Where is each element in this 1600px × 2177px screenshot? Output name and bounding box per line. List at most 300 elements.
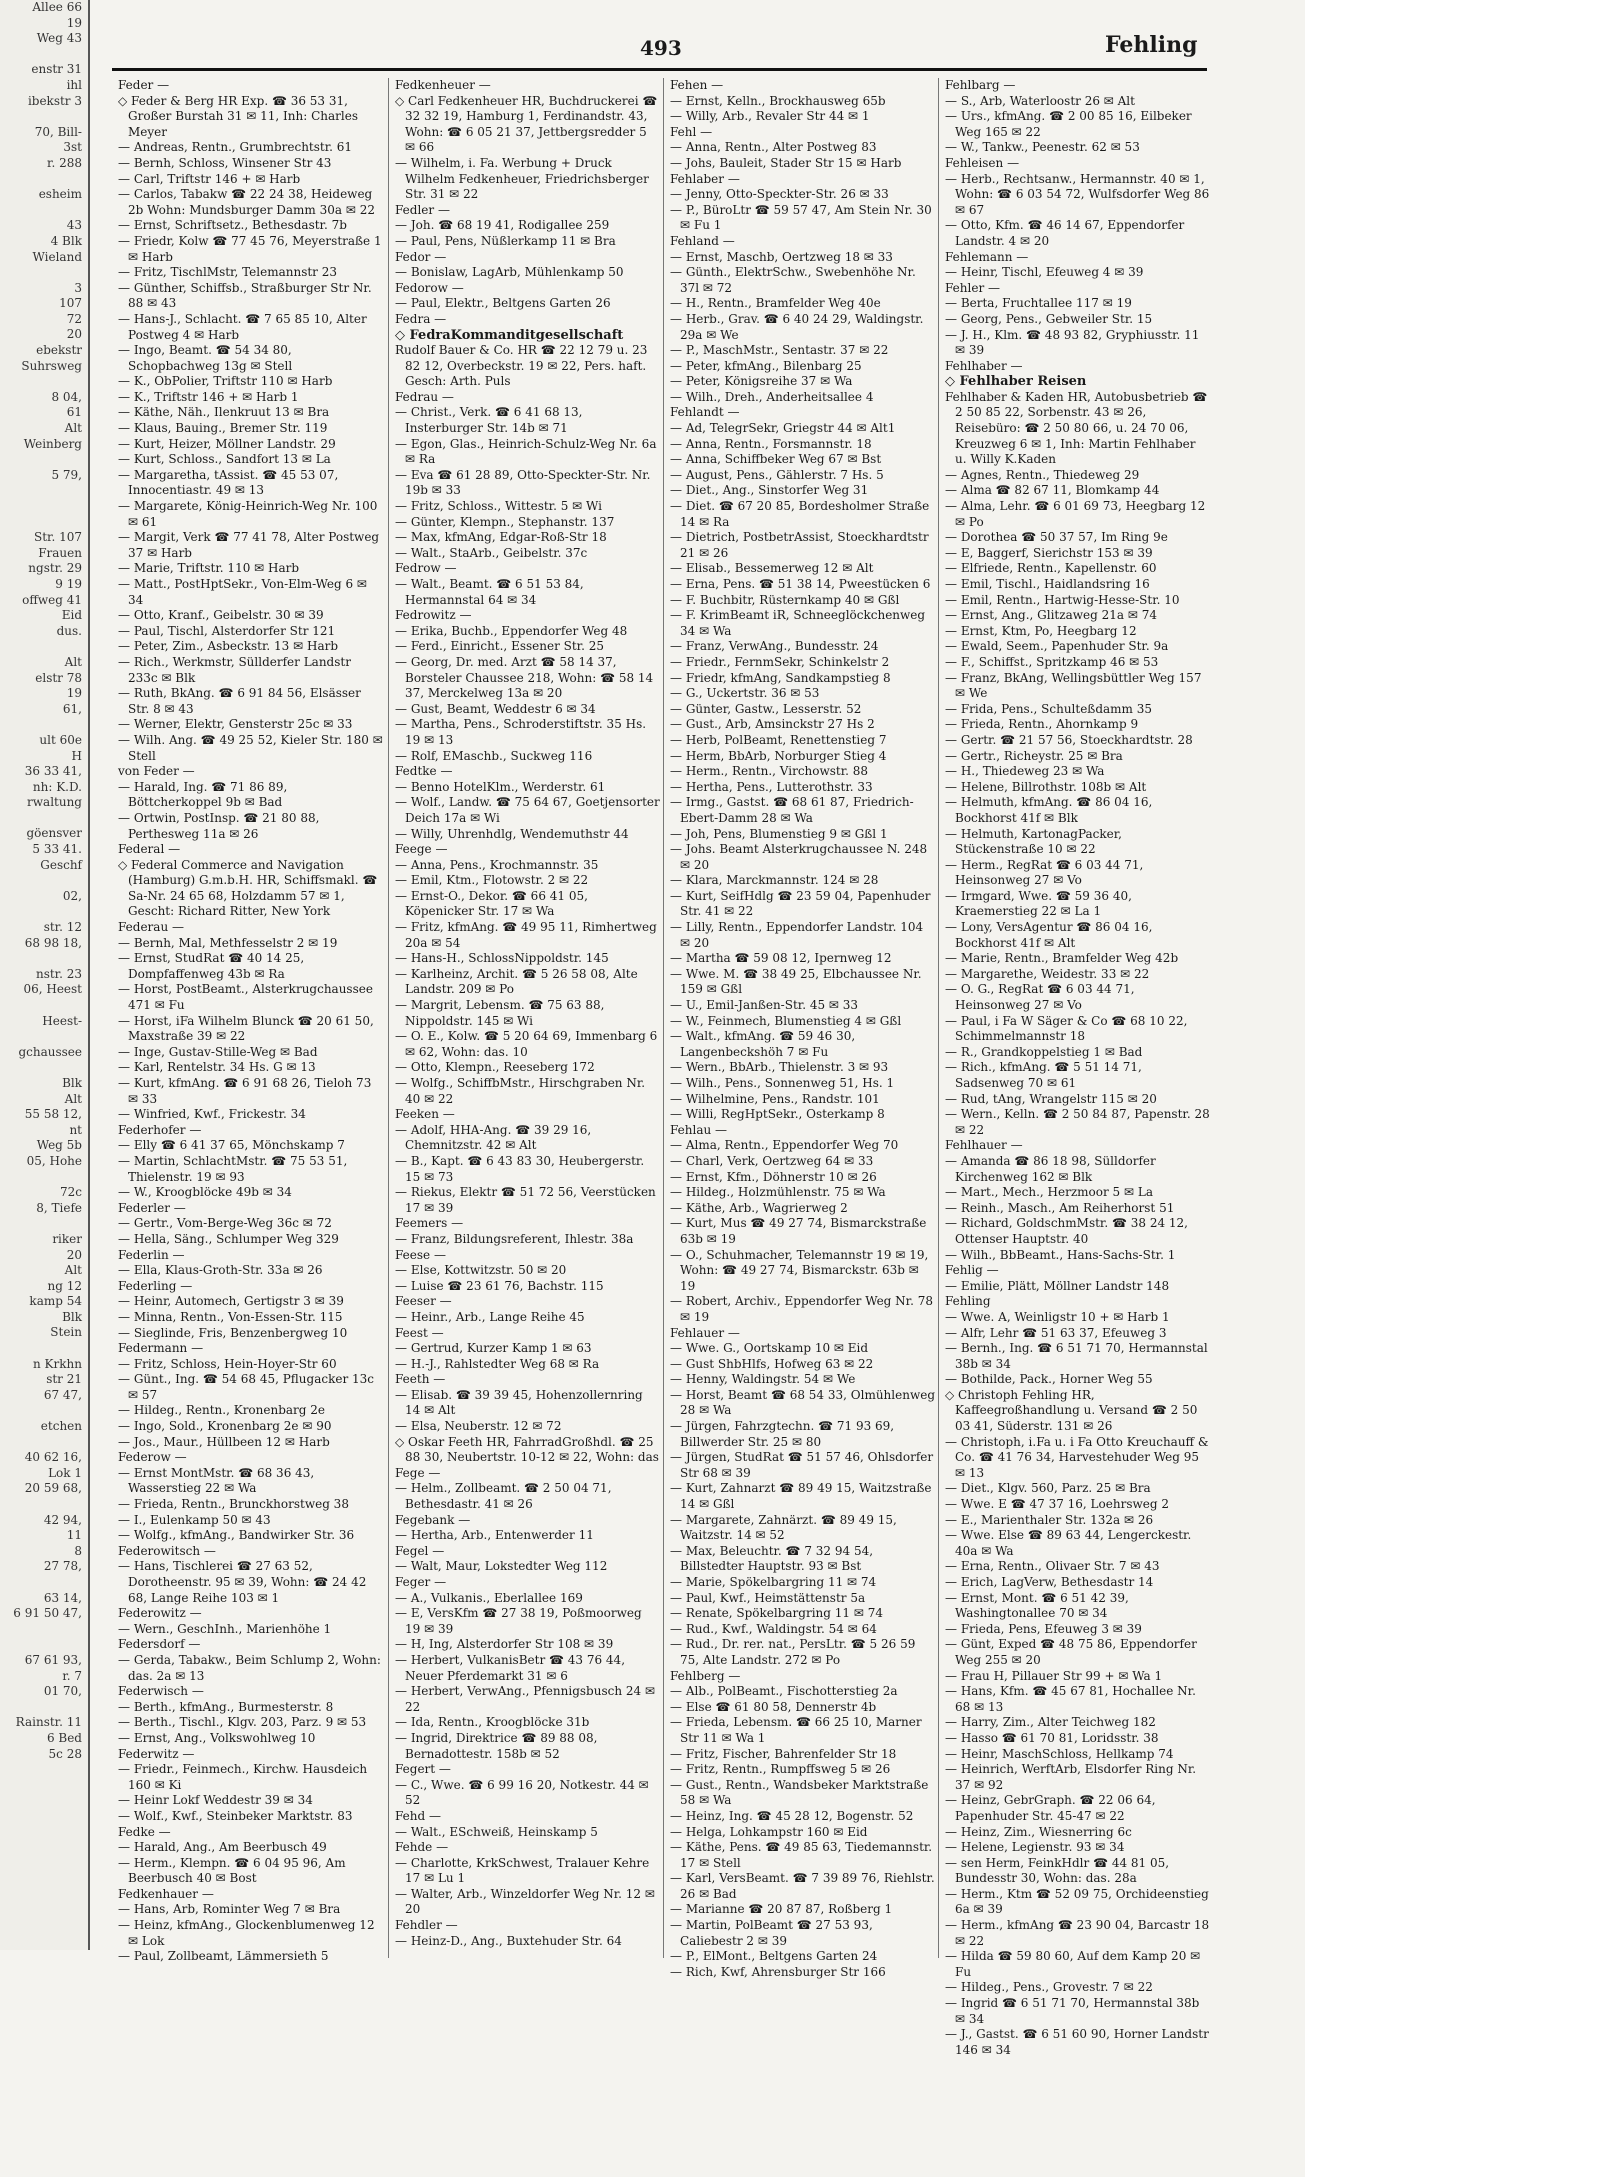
edge-fragment: 61, [62,701,82,716]
directory-entry: — Bothilde, Pack., Horner Weg 55 [945,1372,1153,1387]
directory-entry: — Willy, Uhrenhdlg, Wendemuthstr 44 [395,826,629,841]
directory-entry: — Dorothea ☎ 50 37 57, Im Ring 9e [945,530,1168,545]
directory-entry: — Christoph, i.Fa u. i Fa Otto Kreuchauff & Co. ☎ 41 76 34, Harvestehuder Weg 95 ✉ 13 [945,1434,1209,1480]
directory-entry: — Hans, Arb, Rominter Weg 7 ✉ Bra [118,1902,341,1917]
directory-entry: — Martha ☎ 59 08 12, Ipernweg 12 [670,951,892,966]
directory-entry: — I., Eulenkamp 50 ✉ 43 [118,1512,271,1527]
directory-entry: — Ernst, Ang., Glitzaweg 21a ✉ 74 [945,608,1157,623]
directory-entry: — Rud, tAng, Wrangelstr 115 ✉ 20 [945,1091,1157,1106]
directory-entry: — Harald, Ing. ☎ 71 86 89, Böttcherkoppel 9b ✉ Bad [118,779,288,810]
directory-entry: — Frieda, Pens, Efeuweg 3 ✉ 39 [945,1621,1142,1636]
edge-fragment: Alt [64,1263,82,1278]
directory-entry: — Hertha, Pens., Lutterothstr. 33 [670,779,873,794]
directory-entry: — Horst, PostBeamt., Alsterkrugchaussee 471 ✉ Fu [118,982,373,1013]
edge-fragment [0,499,88,515]
edge-fragment: Blk [62,1075,82,1090]
edge-fragment: Geschf [40,857,82,872]
edge-fragment: str. 12 [43,920,82,935]
directory-entry: — W., Tankw., Peenestr. 62 ✉ 53 [945,140,1140,155]
directory-entry: — Ernst-O., Dekor. ☎ 66 41 05, Köpenicker Str. 17 ✉ Wa [395,888,588,919]
directory-entry: — Herb., Grav. ☎ 6 40 24 29, Waldingstr. 29a ✉ We [670,311,924,342]
directory-entry: — Harald, Ang., Am Beerbusch 49 [118,1840,327,1855]
edge-fragment [0,1497,88,1513]
directory-entry: — Henny, Waldingstr. 54 ✉ We [670,1372,856,1387]
directory-entry: — Urs., kfmAng. ☎ 2 00 85 16, Eilbeker Weg 165 ✉ 22 [945,109,1192,139]
directory-entry: — Franz, VerwAng., Bundesstr. 24 [670,639,879,654]
directory-entry: — Gertr., Vom-Berge-Weg 36c ✉ 72 [118,1216,332,1231]
directory-entry: — Dietrich, PostbetrAssist, Stoeckhardtstr 21 ✉ 26 [670,530,929,560]
surname-heading: Fedra — [395,311,447,326]
directory-entry: — Paul, Tischl, Alsterdorfer Str 121 [118,623,336,638]
directory-entry: — Kurt, kfmAng. ☎ 6 91 68 26, Tieloh 73 ✉ 33 [118,1076,372,1106]
header-rule [112,68,1207,71]
edge-fragment: Frauen [38,545,82,560]
edge-fragment [0,904,88,920]
directory-entry: — Ella, Klaus-Groth-Str. 33a ✉ 26 [118,1263,323,1278]
directory-entry: — W., Kroogblöcke 49b ✉ 34 [118,1185,292,1200]
edge-fragment: Lok 1 [48,1465,82,1480]
directory-entry: ◇ Federal Commerce and Navigation (Hamburg) G.m.b.H. HR, Schiffsmakl. ☎ Sa-Nr. 24 65 68, Holzdamm 57 ✉ 1, Gescht: Richard Ritter, New York [118,857,378,919]
directory-entry: — F., Schiffst., Spritzkamp 46 ✉ 53 [945,654,1159,669]
edge-fragment [0,265,88,281]
surname-heading: Fedke — [118,1824,171,1839]
directory-entry: — Ernst, Mont. ☎ 6 51 42 39, Washingtonallee 70 ✉ 34 [945,1590,1129,1621]
directory-entry: — Rich., kfmAng. ☎ 5 51 14 71, Sadsenweg 70 ✉ 61 [945,1060,1142,1090]
directory-entry: — G., Uckertstr. 36 ✉ 53 [670,686,820,701]
directory-entry: — Käthe, Arb., Wagrierweg 2 [670,1200,848,1215]
directory-entry: — Rud., Kwf., Waldingstr. 54 ✉ 64 [670,1621,877,1636]
surname-heading: Fehl — [670,124,713,139]
edge-fragment: 61 [66,405,82,420]
directory-entry: — sen Herm, FeinkHdlr ☎ 44 81 05, Bundesstr 30, Wohn: das. 28a [945,1855,1170,1886]
directory-entry: — Erika, Buchb., Eppendorfer Weg 48 [395,623,628,638]
directory-entry: — Klara, Marckmannstr. 124 ✉ 28 [670,873,879,888]
directory-entry: — Rich, Kwf, Ahrensburger Str 166 [670,1964,886,1979]
directory-entry: — Horst, Beamt ☎ 68 54 33, Olmühlenweg 28 ✉ Wa [670,1387,936,1418]
directory-entry: — Bernh., Ing. ☎ 6 51 71 70, Hermannstal 38b ✉ 34 [945,1341,1208,1371]
directory-entry: — Heinr, Tischl, Efeuweg 4 ✉ 39 [945,265,1144,280]
surname-heading: Federler — [118,1200,186,1215]
edge-fragment: etchen [40,1419,82,1434]
directory-entry: — Helene, Legienstr. 93 ✉ 34 [945,1840,1125,1855]
page-number: 493 [640,36,682,60]
surname-heading: Federwisch — [118,1684,204,1699]
directory-entry: — Frieda, Lebensm. ☎ 66 25 10, Marner Str 11 ✉ Wa 1 [670,1715,922,1745]
edge-fragment: 11 [66,1528,82,1543]
edge-fragment: Blk [62,1309,82,1324]
directory-entry: — U., Emil-Janßen-Str. 45 ✉ 33 [670,998,859,1013]
directory-entry: — Hildeg., Pens., Grovestr. 7 ✉ 22 [945,1980,1153,1995]
directory-entry: — Diet. ☎ 67 20 85, Bordesholmer Straße 14 ✉ Ra [670,499,930,529]
directory-entry: — E, Baggerf, Sierichstr 153 ✉ 39 [945,545,1153,560]
directory-entry: — Ernst, Ang., Volkswohlweg 10 [118,1730,316,1745]
surname-heading: Fedor — [395,249,447,264]
directory-entry: — Ida, Rentn., Kroogblöcke 31b [395,1715,590,1730]
directory-entry: — Margrit, Lebensm. ☎ 75 63 88, Nippoldstr. 145 ✉ Wi [395,998,605,1028]
directory-entry: — Kurt, Mus ☎ 49 27 74, Bismarckstraße 63b ✉ 19 [670,1216,927,1246]
directory-entry: — Rolf, EMaschb., Suckweg 116 [395,748,593,763]
edge-fragment: Weg 5b [36,1138,82,1153]
edge-fragment: 8, Tiefe [36,1200,82,1215]
directory-entry: — Ernst, Kfm., Döhnerstr 10 ✉ 26 [670,1169,877,1184]
edge-fragment: 67 47, [43,1387,82,1402]
directory-entry: — Anna, Schiffbeker Weg 67 ✉ Bst [670,452,882,467]
directory-entry: — Alma, Rentn., Eppendorfer Weg 70 [670,1138,899,1153]
directory-entry: ◇ Oskar Feeth HR, FahrradGroßhdl. ☎ 25 88 30, Neubertstr. 10-12 ✉ 22, Wohn: das [395,1434,659,1465]
edge-fragment: 05, Hohe [26,1153,82,1168]
directory-entry: — Walt, Maur, Lokstedter Weg 112 [395,1559,608,1574]
directory-entry: — Wolf., Kwf., Steinbeker Marktstr. 83 [118,1808,353,1823]
directory-entry: — Alma ☎ 82 67 11, Blomkamp 44 [945,483,1160,498]
surname-heading: Federwitz — [118,1746,195,1761]
edge-fragment [0,483,88,499]
edge-fragment: 20 59 68, [24,1481,82,1496]
directory-entry: — Frieda, Rentn., Ahornkamp 9 [945,717,1139,732]
directory-entry: — Günth., ElektrSchw., Swebenhöhe Nr. 37l ✉ 72 [670,265,916,295]
directory-entry: — J. H., Klm. ☎ 48 93 82, Gryphiusstr. 11 ✉ 39 [945,327,1200,358]
directory-entry: — Winfried, Kwf., Frickestr. 34 [118,1107,306,1122]
surname-heading: Federow — [118,1450,187,1465]
edge-fragment: 4 Blk [50,233,82,248]
directory-entry: — Wilh. Ang. ☎ 49 25 52, Kieler Str. 180 ✉ Stell [118,732,383,763]
directory-entry: — Mart., Mech., Herzmoor 5 ✉ La [945,1185,1153,1200]
directory-entry: — Carl, Triftstr 146 + ✉ Harb [118,171,301,186]
directory-entry: Fehlhaber & Kaden HR, Autobusbetrieb ☎ 2 50 85 22, Sorbenstr. 43 ✉ 26, Reisebüro: ☎ 2 50 80 66, u. 24 70 06, Kreuzweg 6 ✉ 1, Inh: Martin Fehlhaber u. Willy K.Kaden [945,389,1208,467]
directory-entry: — Agnes, Rentn., Thiedeweg 29 [945,467,1140,482]
directory-entry: — Herm., Klempn. ☎ 6 04 95 96, Am Beerbusch 40 ✉ Bost [118,1855,346,1886]
edge-fragment [0,515,88,531]
directory-entry: — Wilh., Dreh., Anderheitsallee 4 [670,389,874,404]
directory-entry: — Ernst, Kelln., Brockhausweg 65b [670,93,886,108]
directory-entry: — Adolf, HHA-Ang. ☎ 39 29 16, Chemnitzstr. 42 ✉ Alt [395,1122,592,1153]
surname-heading: Fehde — [395,1840,449,1855]
directory-entry: — Karlheinz, Archit. ☎ 5 26 58 08, Alte Landstr. 209 ✉ Po [395,966,638,997]
directory-entry: — Elfriede, Rentn., Kapellenstr. 60 [945,561,1157,576]
directory-entry: — Walt., ESchweiß, Heinskamp 5 [395,1824,598,1839]
directory-entry: — Berta, Fruchtallee 117 ✉ 19 [945,296,1132,311]
surname-heading: Federling — [118,1278,193,1293]
directory-entry: — Helmuth, KartonagPacker, Stückenstraße 10 ✉ 22 [945,826,1122,857]
edge-fragment: ihl [66,77,82,92]
edge-fragment: Rainstr. 11 [15,1715,82,1730]
directory-entry: — Eva ☎ 61 28 89, Otto-Speckter-Str. Nr. 19b ✉ 33 [395,467,651,498]
directory-entry: — Emilie, Plätt, Möllner Landstr 148 [945,1278,1170,1293]
edge-fragment [0,1060,88,1076]
surname-heading: Feeth — [395,1372,446,1387]
directory-entry: — Gust ShbHlfs, Hofweg 63 ✉ 22 [670,1356,874,1371]
edge-fragment: ng 12 [47,1278,82,1293]
advertisement-entry: ◇ Fehlhaber Reisen [945,374,1087,390]
directory-entry: — Else ☎ 61 80 58, Dennerstr 4b [670,1699,877,1714]
surname-heading: Feese — [395,1247,446,1262]
edge-fragment: 5c 28 [48,1746,82,1761]
directory-entry: — Otto, Kfm. ☎ 46 14 67, Eppendorfer Landstr. 4 ✉ 20 [945,218,1185,248]
directory-entry: — Ingo, Sold., Kronenbarg 2e ✉ 90 [118,1419,332,1434]
edge-fragment [0,1341,88,1357]
column-2 [395,78,660,1958]
directory-entry: — Georg, Dr. med. Arzt ☎ 58 14 37, Borsteler Chaussee 218, Wohn: ☎ 58 14 37, Merckelweg 13a ✉ 20 [395,654,654,701]
edge-fragment: 43 [66,218,82,233]
edge-fragment [0,639,88,655]
edge-fragment: 42 94, [43,1512,82,1527]
directory-entry: — Herm., Rentn., Virchowstr. 88 [670,764,869,779]
directory-entry: — Else, Kottwitzstr. 50 ✉ 20 [395,1263,567,1278]
edge-fragment: Allee 66 [32,0,82,14]
directory-entry: — Peter, Königsreihe 37 ✉ Wa [670,374,853,389]
surname-heading: Fehd — [395,1808,441,1823]
edge-fragment: 20 [66,1247,82,1262]
directory-entry: — Wilh., Pens., Sonnenweg 51, Hs. 1 [670,1076,895,1090]
edge-fragment: Alt [64,421,82,436]
edge-fragment [0,1403,88,1419]
surname-heading: Fehlauer — [670,1325,740,1340]
directory-entry: — Wolfg., kfmAng., Bandwirker Str. 36 [118,1528,355,1543]
directory-entry: — Hans-H., SchlossNippoldstr. 145 [395,951,609,966]
directory-entry: — B., Kapt. ☎ 6 43 83 30, Heubergerstr. 15 ✉ 73 [395,1153,645,1184]
edge-fragment: Stein [50,1325,82,1340]
edge-fragment [0,1170,88,1186]
directory-entry: — Günter, Gastw., Lesserstr. 52 [670,701,862,716]
directory-entry: — Werner, Elektr, Gensterstr 25c ✉ 33 [118,717,353,732]
directory-entry: — Günther, Schiffsb., Straßburger Str Nr. 88 ✉ 43 [118,280,372,311]
directory-entry: — Fritz, Rentn., Rumpffsweg 5 ✉ 26 [670,1762,891,1777]
edge-fragment: 36 33 41, [24,764,82,779]
directory-entry: — Diet., Klgv. 560, Parz. 25 ✉ Bra [945,1481,1151,1496]
directory-entry: — Franz, BkAng, Wellingsbüttler Weg 157 ✉ We [945,670,1202,701]
edge-fragment: Str. 107 [34,530,82,545]
directory-entry: — Friedr., Feinmech., Kirchw. Hausdeich 160 ✉ Ki [118,1762,368,1792]
directory-entry: — Max, kfmAng, Edgar-Roß-Str 18 [395,530,607,545]
directory-entry: — A., Vulkanis., Eberlallee 169 [395,1590,583,1605]
directory-entry: — Carlos, Tabakw ☎ 22 24 38, Heideweg 2b Wohn: Mundsburger Damm 30a ✉ 22 [118,187,375,217]
directory-entry: — Kurt, Zahnarzt ☎ 89 49 15, Waitzstraße 14 ✉ Gßl [670,1481,932,1512]
directory-entry: — Erich, LagVerw, Bethesdastr 14 [945,1575,1154,1589]
directory-entry: — Anna, Rentn., Alter Postweg 83 [670,140,877,155]
previous-page-edge [0,0,90,1950]
edge-fragment: ngstr. 29 [28,561,82,576]
directory-entry: — Amanda ☎ 86 18 98, Sülldorfer Kirchenweg 162 ✉ Blk [945,1153,1156,1184]
directory-entry: Rudolf Bauer & Co. HR ☎ 22 12 79 u. 23 82 12, Overbeckstr. 19 ✉ 22, Pers. haft. Gesch: Arth. Puls [395,343,648,389]
directory-entry: — Hildeg., Holzmühlenstr. 75 ✉ Wa [670,1185,886,1200]
edge-fragment: 8 04, [51,389,82,404]
surname-heading: Fegert — [395,1762,451,1777]
directory-entry: — Berth., kfmAng., Burmesterstr. 8 [118,1699,334,1714]
directory-entry: — Friedr., FernmSekr, Schinkelstr 2 [670,654,890,669]
edge-fragment: 5 33 41. [32,842,82,857]
surname-heading: Fedorow — [395,280,464,295]
directory-entry: — Sieglinde, Fris, Benzenbergweg 10 [118,1325,348,1340]
directory-entry: — H., Rentn., Bramfelder Weg 40e [670,296,881,311]
directory-entry: — Peter, kfmAng., Bilenbarg 25 [670,358,862,373]
directory-entry: — H, Ing, Alsterdorfer Str 108 ✉ 39 [395,1637,614,1652]
edge-fragment [0,873,88,889]
edge-fragment: 70, Bill- [34,124,82,139]
directory-entry: — Alfr, Lehr ☎ 51 63 37, Efeuweg 3 [945,1325,1167,1340]
directory-entry: — Hans, Kfm. ☎ 45 67 81, Hochallee Nr. 68 ✉ 13 [945,1684,1196,1714]
directory-entry: — Heinz, GebrGraph. ☎ 22 06 64, Papenhuder Str. 45-47 ✉ 22 [945,1793,1156,1823]
directory-entry: ◇ Christoph Fehling HR, Kaffeegroßhandlung u. Versand ☎ 2 50 03 41, Süderstr. 131 ✉ 26 [945,1387,1198,1434]
directory-entry: — Wern., GeschInh., Marienhöhe 1 [118,1621,332,1636]
directory-entry: — Robert, Archiv., Eppendorfer Weg Nr. 78 ✉ 19 [670,1294,933,1324]
directory-entry: — Helene, Billrothstr. 108b ✉ Alt [945,779,1147,794]
directory-entry: — Johs, Bauleit, Stader Str 15 ✉ Harb [670,155,902,170]
directory-entry: — Irmgard, Wwe. ☎ 59 36 40, Kraemerstieg 22 ✉ La 1 [945,888,1132,919]
edge-fragment [0,717,88,733]
directory-entry: — Ernst MontMstr. ☎ 68 36 43, Wasserstieg 22 ✉ Wa [118,1465,315,1496]
directory-entry: — Bernh, Schloss, Winsener Str 43 [118,155,332,170]
directory-entry: — Hilda ☎ 59 80 60, Auf dem Kamp 20 ✉ Fu [945,1949,1201,1979]
directory-entry: — Käthe, Näh., Ilenkruut 13 ✉ Bra [118,405,330,420]
directory-entry: — Margaretha, tAssist. ☎ 45 53 07, Innocentiastr. 49 ✉ 13 [118,467,339,498]
directory-entry: — Elisab., Bessemerweg 12 ✉ Alt [670,561,874,576]
column-1 [118,78,383,1964]
directory-entry: — Herm., Ktm ☎ 52 09 75, Orchideenstieg 6a ✉ 39 [945,1886,1209,1917]
surname-heading: Federhofer — [118,1122,202,1137]
directory-entry: — Johs. Beamt Alsterkrugchaussee N. 248 ✉ 20 [670,842,928,872]
directory-entry: — Gertrud, Kurzer Kamp 1 ✉ 63 [395,1341,592,1356]
directory-entry: — Elsa, Neuberstr. 12 ✉ 72 [395,1419,562,1434]
surname-heading: Federau — [118,920,184,935]
directory-entry: — Wern., Kelln. ☎ 2 50 84 87, Papenstr. 28 ✉ 22 [945,1107,1210,1137]
directory-entry: — Inge, Gustav-Stille-Weg ✉ Bad [118,1044,318,1059]
edge-fragment: 67 61 93, [24,1652,82,1667]
directory-entry: — Herb, PolBeamt, Renettenstieg 7 [670,732,887,747]
directory-entry: — Fritz, kfmAng. ☎ 49 95 11, Rimhertweg 20a ✉ 54 [395,920,657,950]
directory-entry: — Günt., Ing. ☎ 54 68 45, Pflugacker 13c ✉ 57 [118,1372,375,1402]
directory-entry: — Marie, Rentn., Bramfelder Weg 42b [945,951,1179,966]
directory-entry: — Wwe. Else ☎ 89 63 44, Lengerckestr. 40a ✉ Wa [945,1528,1192,1558]
directory-entry: — Heinr Lokf Weddestr 39 ✉ 34 [118,1793,313,1808]
directory-entry: — Renate, Spökelbargring 11 ✉ 74 [670,1606,883,1621]
directory-entry: — Willy, Arb., Revaler Str 44 ✉ 1 [670,109,870,124]
edge-fragment [0,1029,88,1045]
directory-entry: — Wwe. E ☎ 47 37 16, Loehrsweg 2 [945,1497,1169,1512]
column-divider [663,78,664,1958]
directory-entry: — Charl, Verk, Oertzweg 64 ✉ 33 [670,1153,874,1168]
directory-entry: — J., Gastst. ☎ 6 51 60 90, Horner Landstr 146 ✉ 34 [945,2027,1209,2057]
edge-fragment: Wieland [32,249,82,264]
edge-fragment: 55 58 12, [24,1107,82,1122]
directory-entry: — Fritz, Schloss, Hein-Hoyer-Str 60 [118,1356,337,1371]
directory-entry: — Heinz-D., Ang., Buxtehuder Str. 64 [395,1933,622,1948]
edge-fragment: 02, [62,888,82,903]
directory-entry: — Hans-J., Schlacht. ☎ 7 65 85 10, Alter Postweg 4 ✉ Harb [118,311,367,342]
edge-fragment [0,998,88,1014]
directory-entry: — Wwe. G., Oortskamp 10 ✉ Eid [670,1341,869,1356]
edge-fragment [0,951,88,967]
running-head: Fehling [1105,32,1198,58]
edge-fragment: 6 91 50 47, [13,1606,82,1621]
directory-entry: — Otto, Klempn., Reeseberg 172 [395,1060,595,1075]
edge-fragment: Alt [64,654,82,669]
directory-entry: — F. Buchbitr, Rüsternkamp 40 ✉ Gßl [670,592,900,607]
directory-entry: — Frida, Pens., Schulteßdamm 35 [945,701,1152,716]
edge-fragment: 72 [66,311,82,326]
directory-entry: — Richard, GoldschmMstr. ☎ 38 24 12, Ottenser Hauptstr. 40 [945,1216,1188,1246]
directory-entry: — Rich., Werkmstr, Süllderfer Landstr 233c ✉ Blk [118,654,351,685]
directory-entry: — Erna, Rentn., Olivaer Str. 7 ✉ 43 [945,1559,1160,1574]
directory-entry: — Heinz, Ing. ☎ 45 28 12, Bogenstr. 52 [670,1808,914,1823]
edge-fragment: esheim [38,187,82,202]
directory-entry: — Karl, Rentelstr. 34 Hs. G ✉ 13 [118,1060,316,1075]
surname-heading: Fehlemann — [945,249,1029,264]
directory-entry: — Wilhelm, i. Fa. Werbung + Druck Wilhelm Fedkenheuer, Friedrichsberger Str. 31 ✉ 22 [395,155,649,202]
directory-entry: — Franz, Bildungsreferent, Ihlestr. 38a [395,1231,634,1246]
surname-heading: Feeken — [395,1107,455,1122]
edge-fragment: Weg 43 [36,31,82,46]
directory-entry: — Georg, Pens., Gebweiler Str. 15 [945,311,1153,326]
directory-entry: — Herbert, VulkanisBetr ☎ 43 76 44, Neuer Pferdemarkt 31 ✉ 6 [395,1652,626,1683]
directory-entry: — Harry, Zim., Alter Teichweg 182 [945,1715,1156,1730]
directory-entry: — Emil, Rentn., Hartwig-Hesse-Str. 10 [945,592,1180,607]
directory-entry: — E., Marienthaler Str. 132a ✉ 26 [945,1512,1154,1527]
directory-entry: — Marianne ☎ 20 87 87, Roßberg 1 [670,1902,893,1917]
directory-entry: — C., Wwe. ☎ 6 99 16 20, Notkestr. 44 ✉ 52 [395,1777,649,1808]
directory-entry: — O. G., RegRat ☎ 6 03 44 71, Heinsonweg 27 ✉ Vo [945,982,1135,1013]
directory-entry: — Alb., PolBeamt., Fischotterstieg 2a [670,1684,898,1699]
directory-entry: — Fritz, Fischer, Bahrenfelder Str 18 [670,1746,897,1761]
directory-entry: — Herm., kfmAng ☎ 23 90 04, Barcastr 18 ✉ 22 [945,1918,1210,1948]
surname-heading: Feder — [118,78,170,92]
column-divider [388,78,389,1958]
directory-entry: — Charlotte, KrkSchwest, Tralauer Kehre 17 ✉ Lu 1 [395,1855,650,1886]
directory-entry: — Berth., Tischl., Klgv. 203, Parz. 9 ✉ 53 [118,1715,367,1730]
directory-entry: — Ingrid ☎ 6 51 71 70, Hermannstal 38b ✉ 34 [945,1996,1200,2026]
directory-entry: — Emil, Ktm., Flotowstr. 2 ✉ 22 [395,873,589,888]
directory-entry: — Heinr., Arb., Lange Reihe 45 [395,1309,585,1324]
directory-entry: — Frau H, Pillauer Str 99 + ✉ Wa 1 [945,1668,1163,1683]
directory-entry: — Herm, BbArb, Norburger Stieg 4 [670,748,887,763]
directory-entry: — Wwe. M. ☎ 38 49 25, Elbchaussee Nr. 159 ✉ Gßl [670,966,922,997]
surname-heading: Federlin — [118,1247,185,1262]
edge-fragment: kamp 54 [29,1294,82,1309]
directory-entry: — F. KrimBeamt iR, Schneeglöckchenweg 34 ✉ Wa [670,608,926,638]
surname-heading: Federmann — [118,1341,204,1356]
directory-entry: — Irmg., Gastst. ☎ 68 61 87, Friedrich-Ebert-Damm 28 ✉ Wa [670,795,914,825]
edge-fragment: 19 [66,686,82,701]
edge-fragment: ebekstr [36,343,82,358]
edge-fragment: r. 7 [62,1668,82,1683]
directory-entry: — Helm., Zollbeamt. ☎ 2 50 04 71, Bethesdastr. 41 ✉ 26 [395,1481,612,1512]
directory-entry: — Emil, Tischl., Haidlandsring 16 [945,577,1150,591]
edge-fragment: gchaussee [18,1044,82,1059]
edge-fragment [0,811,88,827]
directory-entry: — P., ElMont., Beltgens Garten 24 [670,1949,878,1964]
directory-entry: — Jos., Maur., Hüllbeen 12 ✉ Harb [118,1434,330,1449]
edge-fragment: r. 288 [47,155,82,170]
directory-entry: — Otto, Kranf., Geibelstr. 30 ✉ 39 [118,608,324,623]
directory-entry: — Luise ☎ 23 61 76, Bachstr. 115 [395,1278,604,1293]
edge-fragment: 68 98 18, [24,935,82,950]
surname-heading: Fedkenheuer — [395,78,491,92]
directory-entry: — Wolfg., SchiffbMstr., Hirschgraben Nr. 40 ✉ 22 [395,1076,646,1106]
edge-fragment [0,452,88,468]
directory-entry: — Marie, Spökelbargring 11 ✉ 74 [670,1575,877,1589]
directory-entry: — Rud., Dr. rer. nat., PersLtr. ☎ 5 26 59 75, Alte Landstr. 272 ✉ Po [670,1637,916,1667]
edge-fragment: Weinberg [23,436,82,451]
directory-entry: — Ingrid, Direktrice ☎ 89 88 08, Bernadottestr. 158b ✉ 52 [395,1730,598,1761]
directory-entry: — Bernh, Mal, Methfesselstr 2 ✉ 19 [118,935,338,950]
directory-entry: — Matt., PostHptSekr., Von-Elm-Weg 6 ✉ 34 [118,577,367,607]
directory-entry: — Bonislaw, LagArb, Mühlenkamp 50 [395,265,624,280]
directory-entry: — Ruth, BkAng. ☎ 6 91 84 56, Elsässer Str. 8 ✉ 43 [118,686,361,716]
directory-entry: — Ewald, Seem., Papenhuder Str. 9a [945,639,1169,654]
surname-heading: Fedkenhauer — [118,1886,214,1901]
edge-fragment: Alt [64,1091,82,1106]
edge-fragment [0,1575,88,1591]
directory-entry: — H., Thiedeweg 23 ✉ Wa [945,764,1105,779]
directory-entry: — Ad, TelegrSekr, Griegstr 44 ✉ Alt1 [670,421,896,436]
